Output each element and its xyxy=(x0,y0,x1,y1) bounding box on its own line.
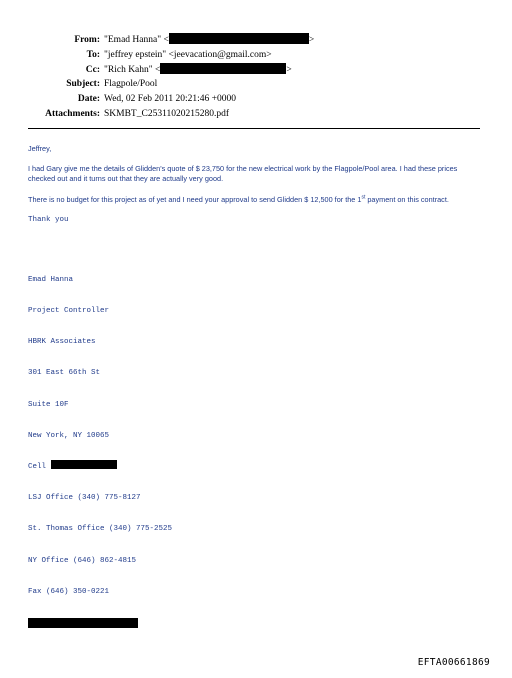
signature-st-thomas-office: St. Thomas Office (340) 775-2525 xyxy=(28,525,173,534)
paragraph-1: I had Gary give me the details of Glidden's quote of $ 23,750 for the new electrical work by the Flagpole/Pool area. I had these prices checked out and it turns out that they are actually very good. xyxy=(28,163,458,184)
date-label: Date: xyxy=(77,94,100,105)
greeting: Jeffrey, xyxy=(28,144,52,153)
date-value: Wed, 02 Feb 2011 20:21:46 +0000 xyxy=(104,94,236,105)
signature-company: HBRK Associates xyxy=(28,338,96,347)
signature-address1: 301 East 66th St xyxy=(28,369,101,378)
closing: Thank you xyxy=(28,216,69,225)
email-body xyxy=(28,144,484,226)
signature-city: New York, NY 10065 xyxy=(28,431,110,440)
subject-value: Flagpole/Pool xyxy=(104,79,158,90)
bates-number: EFTA00661869 xyxy=(417,657,490,668)
subject-row xyxy=(0,77,512,92)
from-row xyxy=(0,33,512,48)
to-label: To: xyxy=(86,49,100,60)
redaction-block xyxy=(160,63,286,74)
signature-lsj-office: LSJ Office (340) 775-8127 xyxy=(28,494,141,503)
cc-value: "Rich Kahn" < > xyxy=(104,64,292,75)
attachment-link[interactable]: SKMBT_C25311020215280.pdf xyxy=(104,108,230,119)
cc-label: Cc: xyxy=(85,64,100,75)
signature-fax: Fax (646) 350-0221 xyxy=(28,587,110,596)
redaction-block xyxy=(51,460,117,469)
signature-cell: Cell xyxy=(28,462,328,472)
signature-address2: Suite 10F xyxy=(28,400,69,409)
email-header xyxy=(0,33,512,122)
from-value: "Emad Hanna" < > xyxy=(104,35,315,45)
to-value: "jeffrey epstein" <jeevacation@gmail.com> xyxy=(104,49,272,60)
paragraph-2: There is no budget for this project as of yet and I need your approval to send Glidden $ 12,500 for the 1st payment on this contract. xyxy=(28,194,449,204)
attachments-label: Attachments: xyxy=(45,108,100,119)
attachments-row xyxy=(0,107,512,122)
to-row xyxy=(0,48,512,63)
signature-name: Emad Hanna xyxy=(28,275,74,284)
cc-row xyxy=(0,63,512,78)
date-row xyxy=(0,92,512,107)
from-label: From: xyxy=(74,35,100,45)
signature-ny-office: NY Office (646) 862-4815 xyxy=(28,556,137,565)
redaction-block xyxy=(28,618,138,628)
signature-title: Project Controller xyxy=(28,307,110,316)
redaction-block xyxy=(169,33,309,44)
header-divider xyxy=(28,128,480,129)
subject-label: Subject: xyxy=(66,79,100,90)
signature-block xyxy=(28,254,328,639)
